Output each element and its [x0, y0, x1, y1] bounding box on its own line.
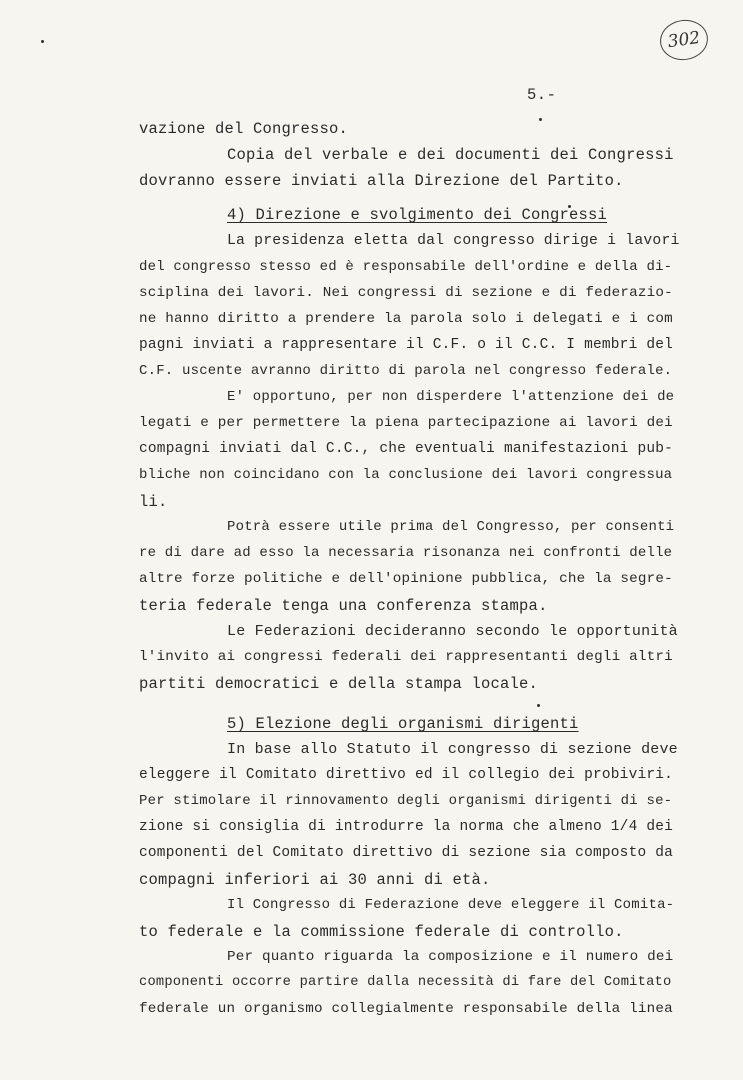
text-line: bliche non coincidano con la conclusione dei lavori congressua [139, 467, 673, 483]
scan-speck [41, 40, 44, 43]
text-line: teria federale tenga una conferenza stampa. [139, 597, 548, 615]
text-line: l'invito ai congressi federali dei rappresentanti degli altri [139, 649, 673, 665]
section-heading: 5) Elezione degli organismi dirigenti [227, 715, 579, 733]
page-number: 5.- [527, 86, 557, 104]
text-line: sciplina dei lavori. Nei congressi di sezione e di federazio- [139, 285, 673, 301]
text-line: ne hanno diritto a prendere la parola solo i delegati e i com [139, 311, 673, 327]
text-line: Per stimolare il rinnovamento degli organismi dirigenti di se- [139, 793, 673, 809]
text-line: altre forze politiche e dell'opinione pubblica, che la segre- [139, 571, 673, 587]
text-line: eleggere il Comitato direttivo ed il collegio dei probiviri. [139, 767, 674, 783]
text-line: Per quanto riguarda la composizione e il numero dei [227, 949, 674, 965]
text-line: Copia del verbale e dei documenti dei Congressi [227, 146, 674, 164]
text-line: li. [139, 493, 168, 511]
text-line: Le Federazioni decideranno secondo le opportunità [227, 623, 678, 640]
text-line: federale un organismo collegialmente responsabile della linea [139, 1001, 673, 1017]
text-line: In base allo Statuto il congresso di sezione deve [227, 741, 678, 758]
scan-speck [537, 704, 540, 707]
text-line: compagni inviati dal C.C., che eventuali manifestazioni pub- [139, 441, 674, 457]
text-line: zione si consiglia di introdurre la norma che almeno 1/4 dei [139, 819, 674, 835]
text-line: Il Congresso di Federazione deve eleggere il Comita- [227, 897, 675, 913]
text-line: C.F. uscente avranno diritto di parola nel congresso federale. [139, 363, 673, 379]
text-line: pagni inviati a rappresentare il C.F. o il C.C. I membri del [139, 337, 674, 353]
text-line: vazione del Congresso. [139, 120, 349, 138]
text-line: La presidenza eletta dal congresso dirige i lavori [227, 233, 680, 249]
text-line: re di dare ad esso la necessaria risonanza nei confronti delle [139, 545, 673, 561]
text-line: legati e per permettere la piena partecipazione ai lavori dei [139, 415, 673, 431]
text-line: componenti occorre partire dalla necessità di fare del Comitato [139, 975, 672, 990]
text-line: del congresso stesso ed è responsabile dell'ordine e della di- [139, 259, 673, 275]
text-line: to federale e la commissione federale di controllo. [139, 923, 624, 941]
text-line: compagni inferiori ai 30 anni di età. [139, 871, 491, 889]
text-line: Potrà essere utile prima del Congresso, per consenti [227, 519, 675, 535]
scan-speck [539, 118, 542, 121]
text-line: partiti democratici e della stampa locale. [139, 675, 539, 693]
section-heading: 4) Direzione e svolgimento dei Congressi [227, 206, 608, 224]
text-line: componenti del Comitato direttivo di sezione sia composto da [139, 845, 674, 861]
text-line: dovranno essere inviati alla Direzione del Partito. [139, 172, 624, 190]
text-line: E' opportuno, per non disperdere l'attenzione dei de [227, 389, 675, 405]
archive-stamp: 302 [657, 17, 710, 63]
